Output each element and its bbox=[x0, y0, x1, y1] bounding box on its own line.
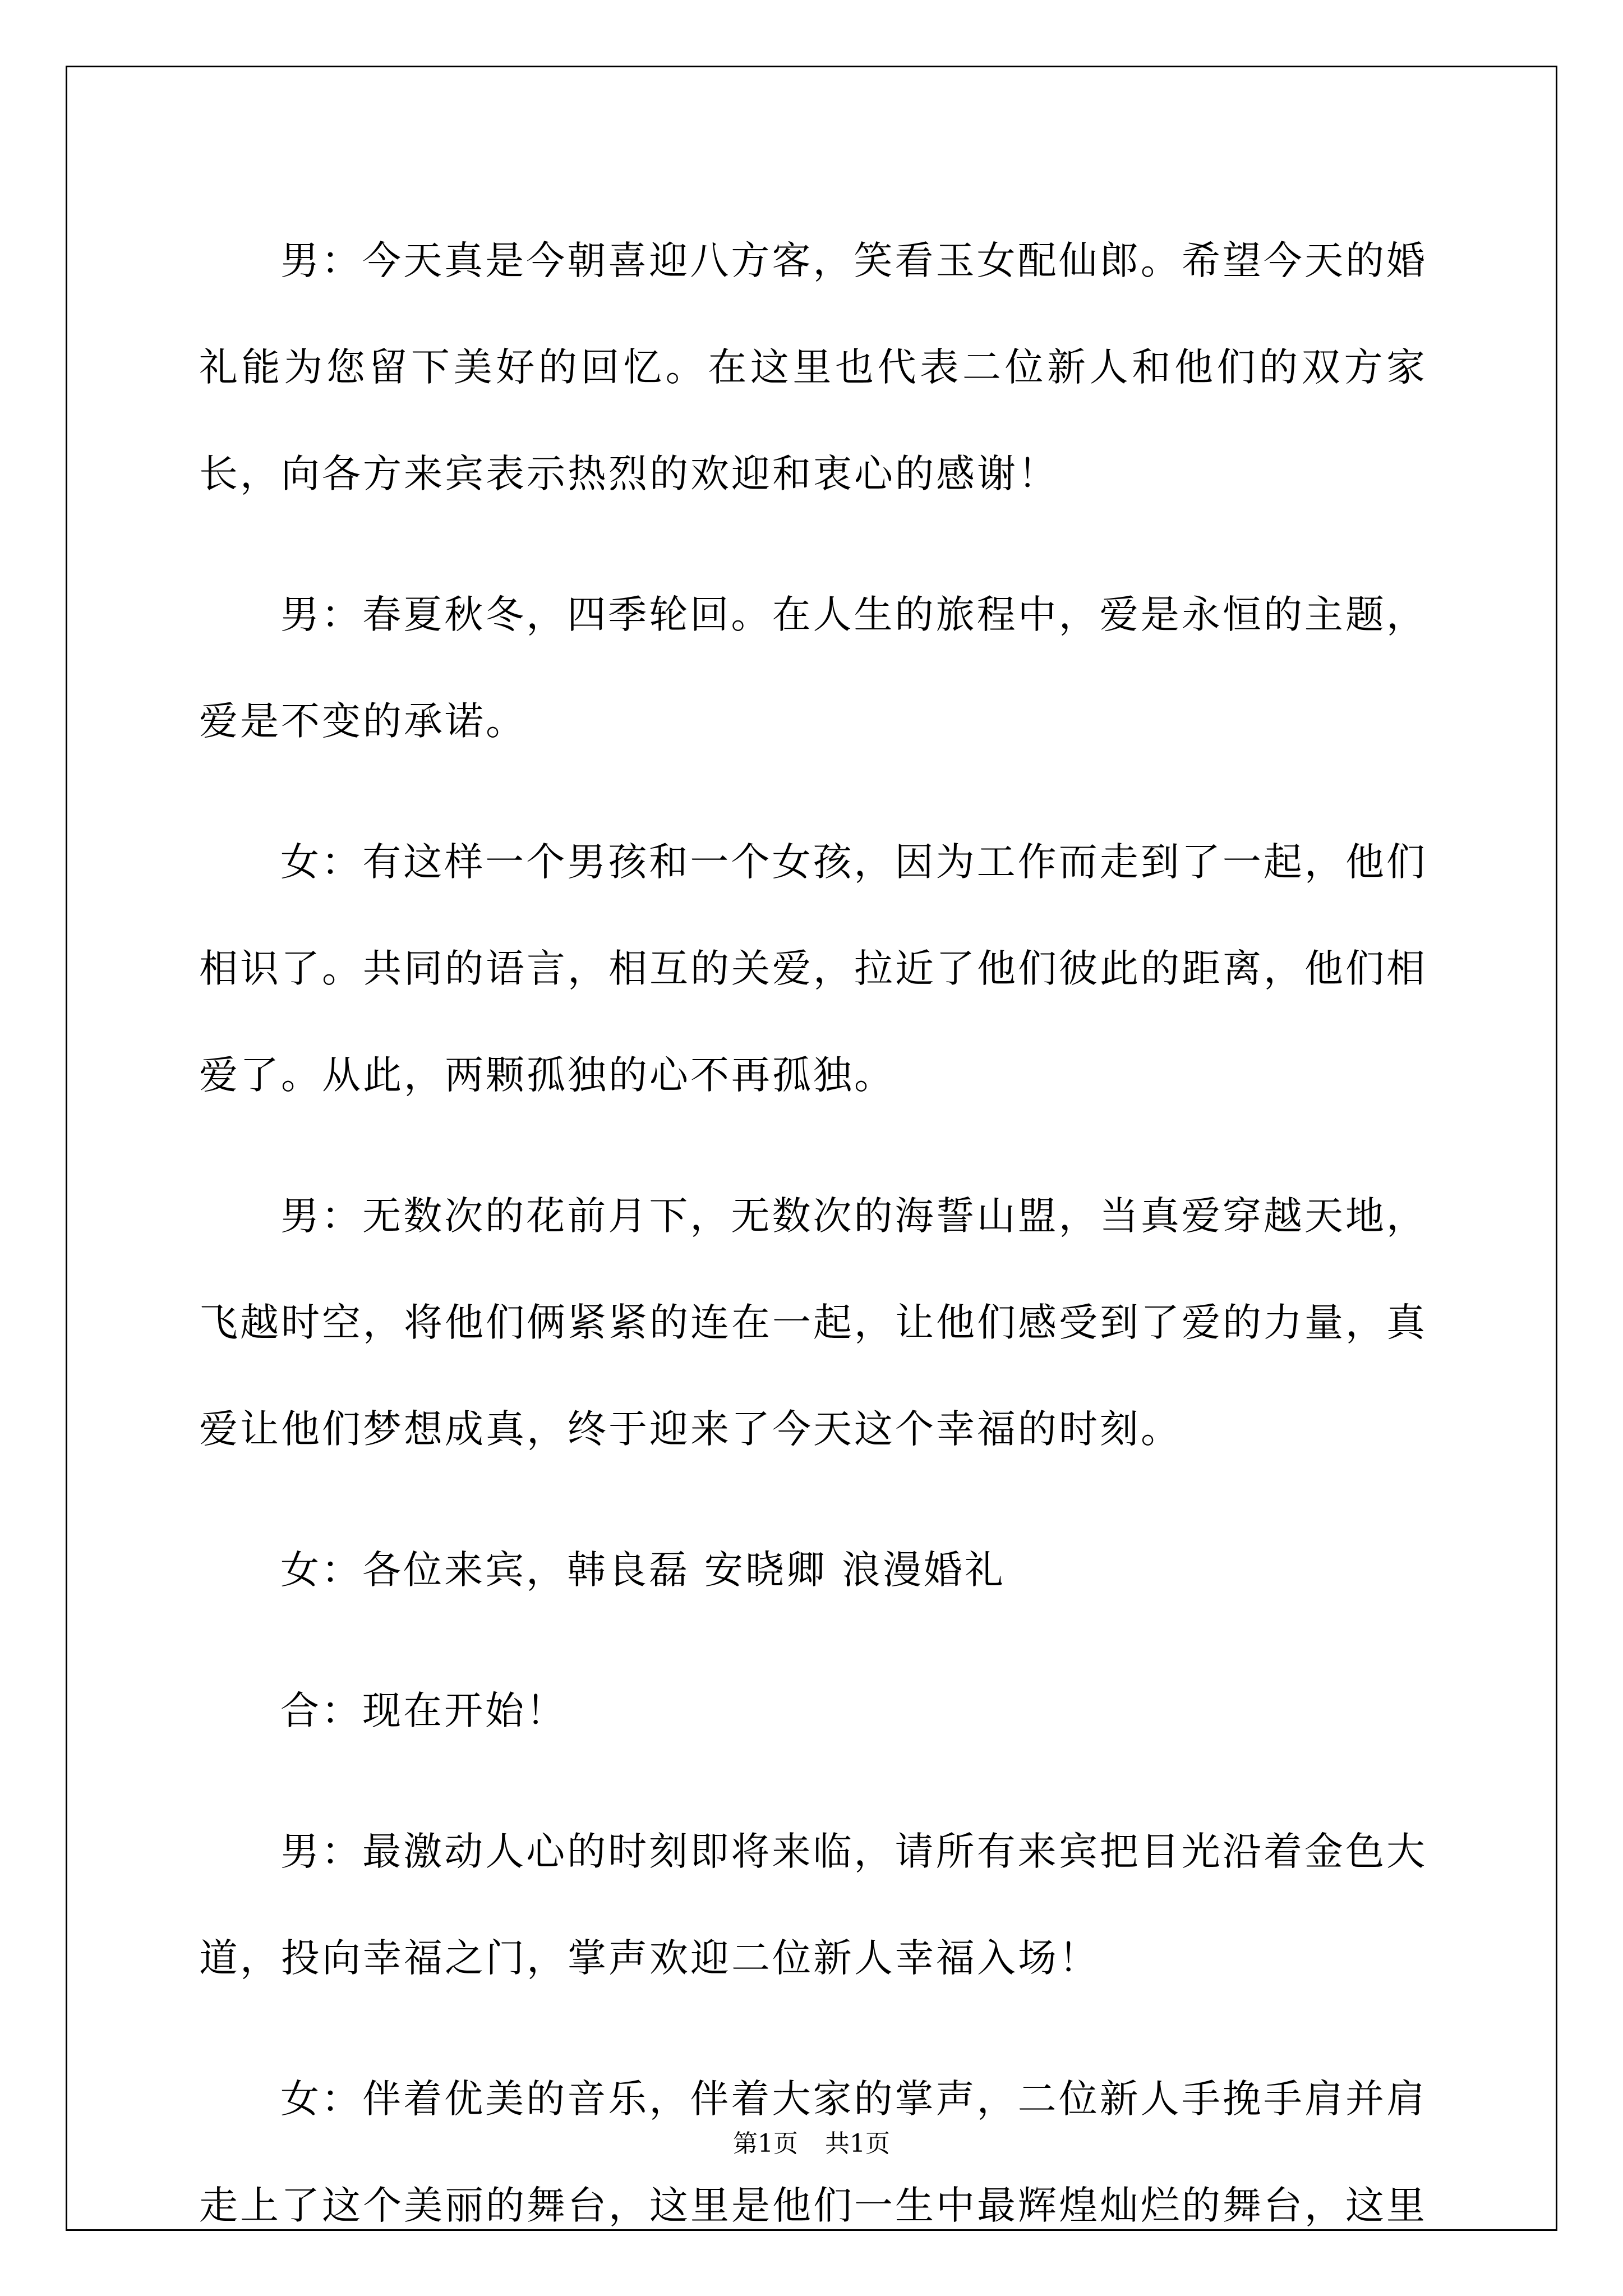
paragraph: 女：各位来宾，韩良磊 安晓卿 浪漫婚礼 bbox=[280, 1548, 1006, 1593]
page-number-total: 共1页 bbox=[825, 2129, 890, 2158]
paragraph: 合：现在开始！ bbox=[280, 1688, 567, 1733]
page-footer bbox=[0, 2127, 1623, 2161]
paragraph: 女：有这样一个男孩和一个女孩，因为工作而走到了一起，他们相识了。共同的语言，相互的关爱，拉近了他们彼此的距离，他们相爱了。从此，两颗孤独的心不再孤独。 bbox=[199, 840, 1427, 1098]
paragraph: 男：最激动人心的时刻即将来临，请所有来宾把目光沿着金色大道，投向幸福之门，掌声欢迎二位新人幸福入场！ bbox=[199, 1829, 1427, 1981]
page-number-current: 第1页 bbox=[733, 2129, 798, 2158]
document-body bbox=[199, 208, 1427, 2293]
paragraph: 男：今天真是今朝喜迎八方客，笑看玉女配仙郎。希望今天的婚礼能为您留下美好的回忆。在这里也代表二位新人和他们的双方家长，向各方来宾表示热烈的欢迎和衷心的感谢！ bbox=[199, 238, 1427, 496]
paragraph: 男：春夏秋冬，四季轮回。在人生的旅程中，爱是永恒的主题，爱是不变的承诺。 bbox=[199, 592, 1427, 744]
paragraph: 女：伴着优美的音乐，伴着大家的掌声，二位新人手挽手肩并肩走上了这个美丽的舞台，这里是他们一生中最辉煌灿烂的舞台，这里 bbox=[199, 2077, 1427, 2228]
paragraph: 男：无数次的花前月下，无数次的海誓山盟，当真爱穿越天地，飞越时空，将他们俩紧紧的连在一起，让他们感受到了爱的力量，真爱让他们梦想成真，终于迎来了今天这个幸福的时刻。 bbox=[199, 1194, 1427, 1452]
